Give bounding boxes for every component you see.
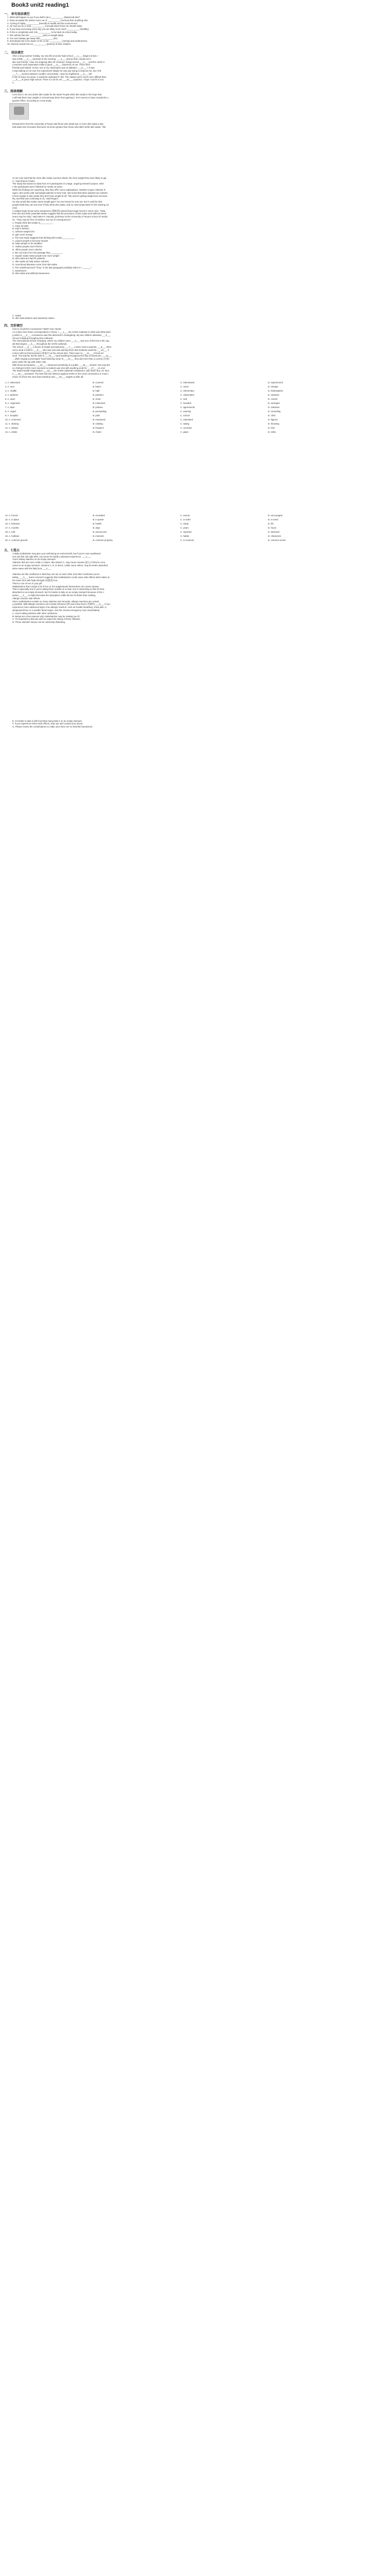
option-row xyxy=(4,389,355,393)
option-cell: B. common property xyxy=(93,538,113,541)
option-row xyxy=(4,518,355,522)
text-line: A. sweeteners xyxy=(12,269,27,272)
option-cell: D. control xyxy=(268,397,278,400)
option-cell: C. in common xyxy=(180,538,194,541)
option-cell: D. solutions xyxy=(268,405,280,409)
option-cell: B. covered xyxy=(93,381,104,384)
option-row xyxy=(4,410,355,414)
option-row xyxy=(4,405,355,410)
text-line: 10. Parents needn't be too __________ (protect) of their children. xyxy=(7,43,72,46)
text-line: F. If you experience these side effects, stop use and contact your doctor. xyxy=(12,722,83,725)
option-cell: C. ensure xyxy=(180,514,190,517)
text-line: D. gain more energy xyxy=(12,233,32,236)
text-line: friendly and helpful. In fact, one of my classmates was as talkative ___6___ I. It was xyxy=(12,66,95,70)
text-line: not to send a child to ___9___ who was sick and warning them that students would be ___10___ if xyxy=(12,348,109,351)
option-cell: D. arranged xyxy=(268,401,280,404)
text-line: Let's face it. No one drinks diet sodas for the taste! People drink diet sodas in the hope that xyxy=(12,93,102,96)
option-cell: B. in power xyxy=(93,518,104,521)
option-cell: D. throwing xyxy=(268,422,279,425)
option-cell: 6. A. organized xyxy=(5,401,20,404)
text-line: ausea ___4___ It might decrease the absorption a little bit but it's better than nothing. xyxy=(12,594,96,597)
option-cell: C. years xyxy=(180,526,189,529)
text-line: n. xyxy=(12,81,14,84)
text-line: ___9___ at junior high school. There is a lot for me ___10___ (explore). I hope I can fit in soo xyxy=(12,78,104,81)
options-table xyxy=(4,514,355,543)
option-cell: 3. A. middle xyxy=(5,389,17,392)
text-line: So why would diet sodas cause weight gain? No one knows for sure yet, but it could be that xyxy=(12,200,102,204)
text-line: The school ___6___ a bunch of simple precautionary ___7___ a dorm note to parents ___8___ them xyxy=(12,346,112,348)
option-cell: B. measured xyxy=(93,418,106,421)
section-heading: 一、 单句语法填空 xyxy=(4,13,30,16)
text-line: C. sodas xyxy=(12,314,21,317)
text-line: 2. Rose accepted the advice more out of __________ (curious) than anything else. xyxy=(7,19,89,22)
text-line: had waist size increases that were six times greater than those who didn't drink diet sodas. "We xyxy=(12,126,106,129)
option-cell: B. latent xyxy=(93,385,101,388)
text-line: unch. The teacher led the kids in ___12___ hand washing throughout the day at classroom ___13___ xyxy=(12,354,112,358)
option-cell: B. policies xyxy=(93,405,103,409)
text-line: A. causes people to become heavier xyxy=(12,239,48,242)
option-cell: C. school xyxy=(180,414,190,417)
page-title: Book3 unit2 reading1 xyxy=(11,2,69,8)
text-line: This is especially true if you're taking them outside of a meal. Iron is interesting in that it's best xyxy=(12,588,105,591)
option-cell: B. interests xyxy=(93,534,104,537)
text-line: The study was based on data from 474 participants in a large, ongoing research project, wher xyxy=(12,182,104,185)
text-line: when eaten with the fatty food ___2___ xyxy=(12,567,52,570)
option-cell: D. hours xyxy=(268,526,277,529)
text-line: from this and other potential studies suggest that the promotion of diet sodas and artificial sweet xyxy=(12,212,107,215)
option-cell: B. close xyxy=(93,397,101,400)
text-line: E. It's better to take it with food than trying take it on an empty stomach. xyxy=(12,719,83,722)
text-line: pposite effect, according to a new study. xyxy=(12,99,52,102)
option-row xyxy=(4,393,355,397)
option-cell: B. high xyxy=(93,389,100,392)
text-line: 9. Everybody has to be aware of his or her __________ (strong) and weaknesses. xyxy=(7,40,88,43)
text-line: 2. The new study suggests that drinking diet sodas__________. xyxy=(12,236,75,239)
text-line: 6. If she is completely well, she __________ to be back at school today. xyxy=(7,31,78,33)
text-line: B. helps people to be healthier xyxy=(12,242,43,245)
option-cell: 16. A. behavior xyxy=(5,522,20,525)
text-line: was a little ___2___ (anxiety) in the morning. ___3___ (worry) that I would not m xyxy=(12,57,91,60)
text-line: 7. She admits that she __________ (put) on weight lately. xyxy=(7,33,64,37)
option-cell: 19. A. hobbies xyxy=(5,534,20,537)
option-cell: 10. A. screened xyxy=(5,418,21,421)
text-line: people think they can eat more if they drink diet sodas, and so overcompensate for the missing cal xyxy=(12,204,109,206)
option-cell: D. common sense xyxy=(268,538,286,541)
section-heading: 五、七选五 xyxy=(4,549,20,552)
text-line: Vitamins are like medicines in that they can act on each other and other medicines you're xyxy=(12,573,100,576)
option-cell: C. estimated xyxy=(180,418,193,421)
option-cell: 17. A. months xyxy=(5,526,19,529)
option-row xyxy=(4,422,355,426)
option-cell: C. habits xyxy=(180,534,189,537)
option-cell: D. life xyxy=(268,522,274,525)
text-line: B. diet sodas are bad for patients xyxy=(12,257,45,260)
text-line: ve are now saw that the more diet sodas a person drank, the more weight they were likely to gai xyxy=(12,176,107,179)
text-line: B. stay in fashion xyxy=(12,227,29,230)
text-line: 5. If you keep exercising every day you are likely to be much __________ (healthy). xyxy=(7,28,90,31)
text-line: ... while singing a prolonged "hand washing song" to ___14___ they did more than a cursory (仓促) xyxy=(12,358,109,361)
text-line: 4. The underlined word "They" in the last paragraph probably refers to "_______". xyxy=(12,266,92,269)
option-row xyxy=(4,530,355,534)
section-heading: 四、完形填空 xyxy=(4,325,23,328)
text-line: y possible. Mild allergic reactions can include itchiness (痒) and a few hives (荨麻疹) ___5___ If you xyxy=(12,603,110,606)
text-line: l) him to leave me alone. It would be awkward if I did. The classes were much more difficult than xyxy=(12,75,107,78)
text-line: the same time with high-strength (高强度) iron. xyxy=(12,579,58,582)
text-line: experience more advanced signs of an allergic reaction, such as trouble breathing, chest pain, a xyxy=(12,606,107,609)
text-line: The international School of Beijing, where my children were ___4___ was one of the few in the cap xyxy=(12,340,109,343)
text-line: Researchers from the University of Texas said those who drank two or more diet sodas a day xyxy=(12,123,104,126)
text-line: d from regular to diet sodas they don't lose weight at all. "We weren't getting weight loss necessa xyxy=(12,194,107,197)
option-cell: 7. A. laws xyxy=(5,405,15,409)
text-line: Multivitamins that contain a lot of iron or hot supplements themselves can cause nausea. xyxy=(12,585,99,588)
text-line: pass under the tap with water only. xyxy=(12,361,47,363)
option-cell: C. study xyxy=(180,522,189,525)
option-cell: D. clinic xyxy=(268,414,276,417)
option-cell: C. classmates xyxy=(180,393,194,396)
option-cell: D. encouraged xyxy=(268,514,283,517)
option-row xyxy=(4,397,355,401)
option-cell: C. eating xyxy=(180,422,190,425)
option-cell: D. experienced xyxy=(268,381,283,384)
text-line: 4. He sent me an e-mail, __________ (consult) what choice he should make. xyxy=(7,25,83,28)
text-line: D. offers people more calories xyxy=(12,248,42,251)
option-cell: 15. A. in place xyxy=(5,518,19,521)
option-cell: C. sick xyxy=(180,397,187,400)
text-line: C. It's important to discuss with an expert the timing of these vitamins. xyxy=(12,618,81,621)
soda-can-image xyxy=(9,103,29,120)
option-cell: B. robbing xyxy=(93,422,103,425)
option-cell: C. warning xyxy=(180,410,191,413)
text-line: 3. We can learn from the passage that__________. xyxy=(12,251,63,254)
option-cell: C. pipes xyxy=(180,430,189,433)
text-line: idespread itches or a swollen facial region, visit the closest emergency room immediately. xyxy=(12,609,100,612)
text-line: With those precautions, ___15___ I observed something of a public ___16___ miracle: Not only did xyxy=(12,363,110,366)
option-row xyxy=(4,426,355,430)
text-line: How to Avoid the Coronavirus? Wash Your Hands. xyxy=(12,328,62,331)
option-cell: D. figured xyxy=(268,418,278,421)
text-line: ___7___ (sense) between couldn't concentrate. I was too frightened ___8___ (tel xyxy=(12,72,92,75)
text-line: ake new friends. I was not outgoing after all. However, things turned ___4___ just fine. Both m xyxy=(12,60,105,63)
option-row xyxy=(4,514,355,518)
text-line: ital that stayed ___5___ throughout the SARS outbreak. xyxy=(12,343,68,346)
option-cell: D. sinks xyxy=(268,430,276,433)
text-line: While the findings are surprising, they also offer some explanations. Nutrition expert, Melanie R xyxy=(12,189,106,191)
option-cell: B. announced xyxy=(93,530,107,533)
text-line: C. achieve weight loss xyxy=(12,230,35,233)
option-cell: B. chairs xyxy=(93,430,102,433)
text-line: a fever with an thermometers (体温计) at the school door. There was no ___11___ of food at l xyxy=(12,351,104,354)
option-cell: B. instructed xyxy=(93,401,105,404)
text-line: t will help them lose weight or at least keep them from gaining it. Yet it seems to have exactly the o xyxy=(12,96,109,99)
text-line: A. regular sodas make people lose more weight xyxy=(12,254,59,257)
text-line: B. diet sodas and artificial sweeteners xyxy=(12,272,50,275)
text-line: 1. People drink diet sodas to__________. xyxy=(12,221,54,224)
text-line: n," said Sharon Fowler. xyxy=(12,179,36,182)
option-cell: 9. A. hospital xyxy=(5,414,18,417)
text-line: As a New York Times correspondent in China, I ___1___ the SARS outbreak in 2002 and 2003 durin xyxy=(12,331,111,333)
text-line: A. You're taking vitamins with other medicines. xyxy=(12,612,58,615)
option-row xyxy=(4,522,355,526)
text-line: C. diet sodas do help reduce calories xyxy=(12,260,49,263)
text-line: Allergic reaction side effects xyxy=(12,597,40,600)
option-row xyxy=(4,526,355,530)
option-cell: D. reminding xyxy=(268,410,281,413)
text-line: B. Below are a few reasons why multivitamins may be making you ill. xyxy=(12,615,80,618)
text-line: C. makes people much thinner xyxy=(12,245,43,248)
option-cell: C. agreements xyxy=(180,405,195,409)
option-cell: D. characters xyxy=(268,534,281,537)
text-line: You're taking vitamins on an empty stomach. xyxy=(12,558,56,561)
text-line: no child get SARS, but it seemed no student was sick with anything at all for ___17___ on end. xyxy=(12,366,106,369)
option-cell: 4. A. patients xyxy=(5,393,18,396)
text-line: taking. ___3___ Some research suggests that multivitamins could cause side effects when taken at xyxy=(12,576,110,579)
text-line: There's a lot of iron in your pill xyxy=(12,582,42,585)
options-table xyxy=(4,381,355,434)
option-cell: D. students xyxy=(268,393,279,396)
text-line: D. These stomach issues can be extremely disturbing. xyxy=(12,621,66,624)
option-cell: 13. A. desks xyxy=(5,430,18,433)
option-cell: B. persuading xyxy=(93,410,107,413)
text-line: A daily multivitamin may give your well-being an extra benefit, but if you're over-swallowed xyxy=(12,552,101,555)
text-line: eners may be risky," said Helen P. Hazuda, professor at the University of Texas's school of medici xyxy=(12,215,108,218)
option-cell: B. reminded xyxy=(93,514,105,517)
text-line: g which a ___2___ coronavirus was first detected in Guangdong. My two children attended ___3___ xyxy=(12,333,111,336)
text-line: ne. "They may be free of calories, but not of consequences." xyxy=(12,218,72,221)
text-line: e ___19___ persisted. The best first line defense against SARS or the novel coronavirus or most v xyxy=(12,372,109,376)
option-row xyxy=(4,401,355,405)
option-cell: B. days xyxy=(93,526,100,529)
text-line: y teachers and classmates made a good ___5___ (impress) on me. There were xyxy=(12,63,91,66)
text-line: Vitamins that are more acidic in nature, like vitamin C, may cause nausea (恶心) if they're cons xyxy=(12,561,105,564)
option-cell: 20. A. common ground xyxy=(5,538,28,541)
option-row xyxy=(4,414,355,418)
option-cell: C. occasion xyxy=(180,426,192,429)
text-line: e the participants were followed for nearly 10 years. xyxy=(12,185,63,189)
option-cell: C. in order xyxy=(180,518,191,521)
option-cell: C. novel xyxy=(180,385,189,388)
text-line: A related study found some sweeteners (甜味剂) raised blood sugar levels in some mice. "Data xyxy=(12,209,106,212)
option-cell: D. time xyxy=(268,426,275,429)
text-line: D. diet soda drinkers and sweetener takers xyxy=(12,317,55,320)
option-cell: 1. A. witnessed xyxy=(5,381,20,384)
option-cell: C. founded xyxy=(180,401,192,404)
option-cell: 8. A. urged xyxy=(5,410,16,413)
text-line: rily, and that was confusing to us," said Rogers. xyxy=(12,197,59,200)
option-cell: 14. A. forced xyxy=(5,514,18,517)
text-line: 1. What will happen to you if you didn't eat a __________ (balanced) diet? xyxy=(7,16,80,19)
option-cell: B. park xyxy=(93,414,100,417)
text-line: 8. You can't always get away with __________ (lie). xyxy=(7,37,58,40)
option-row xyxy=(4,538,355,543)
option-row xyxy=(4,385,355,389)
option-row xyxy=(4,534,355,538)
option-cell: D. in need xyxy=(268,518,278,521)
text-line: a kept talking to me over the experiment! Maybe he was just trying to impress me, but I felt xyxy=(12,70,101,72)
text-line: Since multivitamins contain so many vitamins and minerals, allergic reactions are certain xyxy=(12,600,99,603)
text-line: ories. xyxy=(12,206,18,209)
option-cell: B. health xyxy=(93,522,102,525)
text-line: iruses of all are the ones that Grandma and ___20___ taught us after all. xyxy=(12,376,84,378)
section-heading: 三、阅读理解 xyxy=(4,90,23,93)
text-line: absorbed on an empty stomach, but it's harder to take on an empty stomach because of the n xyxy=(12,591,104,594)
option-cell: C. reported xyxy=(180,530,192,533)
text-line: After a long summer holiday, my new life at senior high school ___1___ (begin) at last. I xyxy=(12,55,98,57)
text-line: school in Beijing throughout the outbreak. xyxy=(12,336,54,340)
option-row xyxy=(4,418,355,422)
text-line: The World Health Organization ___18___ the SARS outbreak contained in July 2003. But, oh, thos xyxy=(12,369,109,372)
text-line: G. Please review the combinations to make sure there are no harmful interactions. xyxy=(12,725,93,728)
option-row xyxy=(4,381,355,385)
option-cell: 18. A. told xyxy=(5,530,15,533)
option-cell: D. kindergarten xyxy=(268,389,283,392)
option-cell: 5. A. open xyxy=(5,397,15,400)
option-cell: 2. A. new xyxy=(5,385,14,388)
option-cell: D. declared xyxy=(268,530,279,533)
option-cell: 11. A. sharing xyxy=(5,422,19,425)
section-heading: 二、 语法填空 xyxy=(4,52,24,55)
text-line: one and fish oils right after, you know it's hardly a pleasant experience. ___1___ xyxy=(12,555,91,558)
text-line: D. most blood diseases come from diet sodas xyxy=(12,263,57,266)
text-line: umed on an empty stomach. Vitamins A, D, E and K, unlike some others, may be better absorbed xyxy=(12,564,108,567)
option-cell: 12. A. always xyxy=(5,426,19,429)
text-line: A. enjoy its taste xyxy=(12,224,29,227)
text-line: 3. Cycling is highly __________ (benefit) to health and the environment. xyxy=(7,22,78,25)
option-cell: B. frequent xyxy=(93,426,104,429)
option-cell: C. interviewed xyxy=(180,381,195,384)
option-cell: B. partners xyxy=(93,393,104,396)
option-cell: C. elementary xyxy=(180,389,194,392)
option-cell: D. strange xyxy=(268,385,278,388)
option-row xyxy=(4,430,355,434)
text-line: ogers, who works with overweight patients in New York, has found that when patients are switche xyxy=(12,191,108,194)
